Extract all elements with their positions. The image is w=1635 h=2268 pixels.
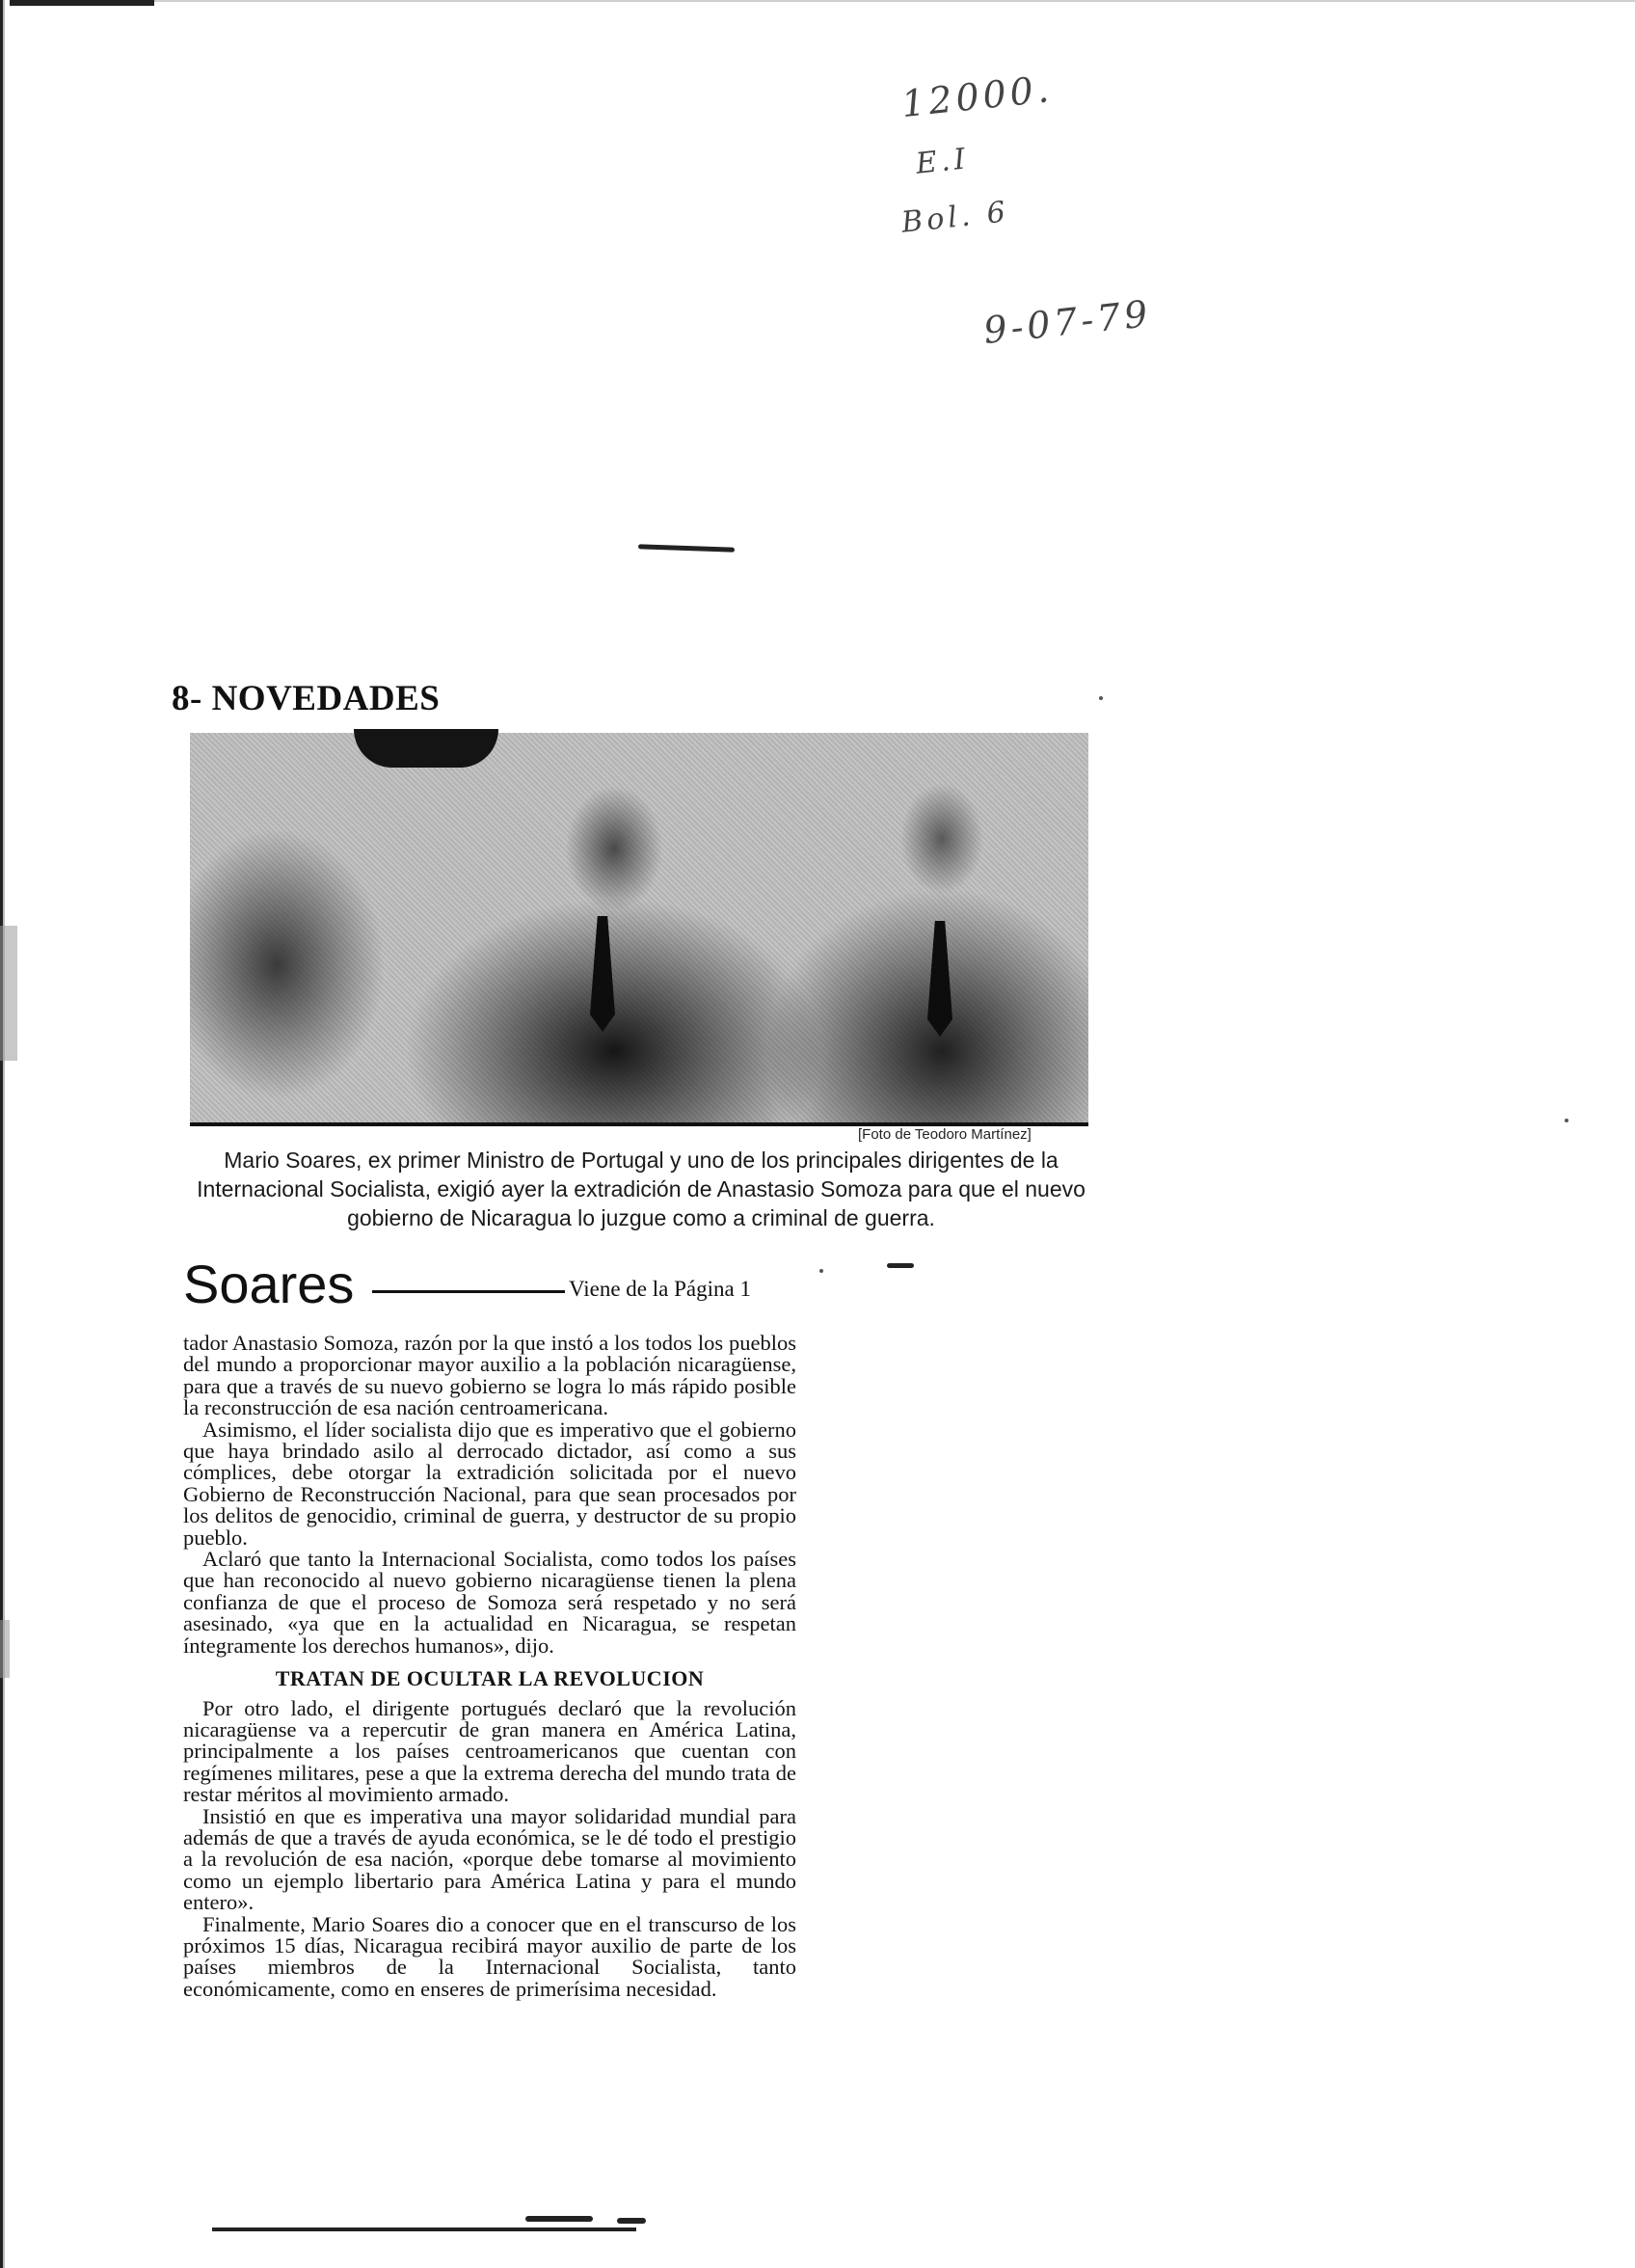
article-header	[183, 1256, 800, 1313]
ink-blot	[617, 2218, 646, 2224]
stray-mark	[819, 1269, 823, 1273]
photo-figure-tie	[590, 916, 615, 1032]
handwritten-date: 9-07-79	[981, 291, 1154, 353]
scan-left-edge	[0, 0, 10, 2268]
handwritten-note-2: E.I	[914, 142, 971, 181]
ink-blot	[525, 2216, 593, 2222]
news-photo	[190, 733, 1088, 1126]
photo-background-emblem	[354, 729, 498, 768]
article-paragraph: Insistió en que es imperativa una mayor solidaridad mundial para además de que a través de ayuda económica, se le dé todo el prestigio a la revolución de esa nación, «porque debe tomarse al movimiento como un ejemplo libertario para América Latina y para el mundo entero».	[183, 1803, 796, 1915]
scan-speck	[0, 926, 17, 1061]
photo-credit: [Foto de Teodoro Martínez]	[858, 1126, 1032, 1143]
continued-from-label: Viene de la Página 1	[569, 1277, 751, 1301]
page-header: 8- NOVEDADES	[172, 679, 441, 718]
scan-speck	[0, 1620, 10, 1678]
scan-top-edge	[0, 0, 1635, 10]
article-paragraph: Finalmente, Mario Soares dio a conocer que en el transcurso de los próximos 15 días, Nicaragua recibirá mayor auxilio de parte de los países miembros de la Internacional Socialista, tanto económicamente, como en enseres de primerísima necesidad.	[183, 1911, 796, 2001]
ink-blot	[887, 1263, 914, 1268]
photo-figure-tie	[927, 921, 952, 1037]
article-paragraph: Por otro lado, el dirigente portugués declaró que la revolución nicaragüense va a repercutir de gran manera en América Latina, principalmente a los países centroamericanos que cuentan con regímenes militares, pese a que la extrema derecha del mundo trata de restar méritos al movimiento armado.	[183, 1695, 796, 1807]
scan-top-edge-dark	[0, 0, 154, 6]
article-subheading: TRATAN DE OCULTAR LA REVOLUCION	[275, 1666, 705, 1691]
handwritten-note-1: 12000.	[899, 67, 1055, 126]
ink-dash-mark	[638, 544, 735, 552]
stray-mark	[1565, 1119, 1568, 1122]
article-paragraph: Aclaró que tanto la Internacional Socialista, como todos los países que han reconocido al nuevo gobierno nicaragüense tienen la plena confianza de que el proceso de Somoza será respetado y no será asesinado, «ya que en la actualidad en Nicaragua, se respetan íntegramente los derechos humanos», dijo.	[183, 1547, 796, 1658]
clipping-bottom-edge	[212, 2228, 636, 2231]
article-paragraph: Asimismo, el líder socialista dijo que es imperativo que el gobierno que haya brindado asilo al derrocado dictador, así como a sus cómplices, debe otorgar la extradición solicitada por el nuevo Gobierno de Reconstrucción Nacional, para que sean procesados por los delitos de genocidio, criminal de guerra, y destructor de su propio pueblo.	[183, 1417, 796, 1550]
article-title-rule	[372, 1290, 565, 1293]
photo-caption: Mario Soares, ex primer Ministro de Portugal y uno de los principales dirigentes de la Internacional Socialista, exigió ayer la extradición de Anastasio Somoza para que el nuevo gobierno de Nicaragua lo juzgue como a criminal de guerra.	[197, 1148, 1086, 1230]
handwritten-note-3: Bol. 6	[899, 195, 1011, 240]
stray-mark	[1099, 696, 1103, 700]
article-paragraph: tador Anastasio Somoza, razón por la que instó a los todos los pueblos del mundo a proporcionar mayor auxilio a la población nicaragüense, para que a través de su nuevo gobierno se logra lo más rápido posible la reconstrucción de esa nación centroamericana.	[183, 1331, 796, 1420]
article-body	[183, 1333, 796, 2000]
article-title: Soares	[183, 1254, 355, 1314]
